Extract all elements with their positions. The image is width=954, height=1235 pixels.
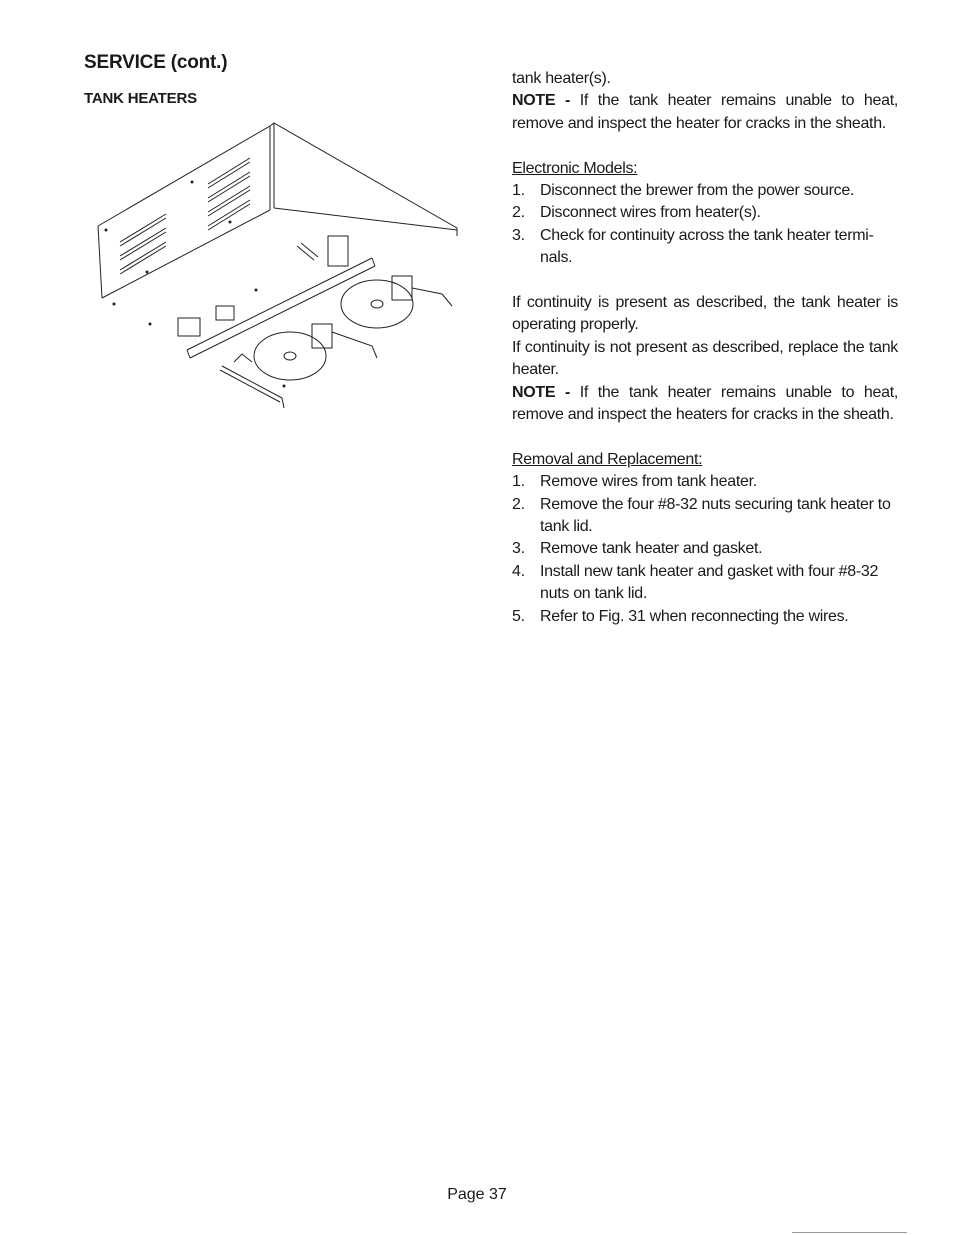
continuity-absent-text: If continuity is not present as described, replace the tank heater. [512, 338, 898, 379]
list-item: 2. Disconnect wires from heater(s). [512, 204, 761, 222]
note-1 [512, 90, 898, 135]
note-text: If the tank heater remains unable to heat, remove and inspect the heater for cracks in the sheath. [512, 92, 898, 132]
scan-artifact-line [792, 1232, 907, 1233]
list-item: 3. Check for continuity across the tank heater termi- nals. [512, 226, 874, 267]
tank-lid-diagram [92, 118, 472, 418]
note-2 [512, 382, 898, 427]
note-label: NOTE - [512, 92, 571, 110]
note-label: NOTE - [512, 383, 571, 401]
list-item: 1. Remove wires from tank heater. [512, 473, 757, 491]
electronic-steps-list [512, 180, 898, 270]
removal-heading: Removal and Replacement: [512, 450, 703, 468]
continuity-present-text: If continuity is present as described, the tank heater is operating properly. [512, 294, 898, 334]
list-item: 5. Refer to Fig. 31 when reconnecting the wires. [512, 607, 849, 625]
tank-heater-illustration [92, 118, 472, 418]
continued-text: tank heater(s). [512, 70, 611, 87]
list-item: 2. Remove the four #8-32 nuts securing tank heater to tank lid. [512, 495, 891, 536]
right-column [512, 68, 898, 628]
page-number: Page 37 [447, 1186, 507, 1203]
removal-steps-list [512, 471, 898, 628]
subsection-title: TANK HEATERS [84, 90, 197, 107]
list-item: 4. Install new tank heater and gasket with four #8-32 nuts on tank lid. [512, 562, 879, 603]
list-item: 3. Remove tank heater and gasket. [512, 540, 763, 558]
section-title: SERVICE (cont.) [84, 52, 228, 73]
list-item: 1. Disconnect the brewer from the power source. [512, 182, 855, 200]
note-text: If the tank heater remains unable to heat, remove and inspect the heaters for cracks in the sheath. [512, 383, 898, 424]
left-column [84, 52, 474, 107]
electronic-models-heading: Electronic Models: [512, 159, 638, 177]
